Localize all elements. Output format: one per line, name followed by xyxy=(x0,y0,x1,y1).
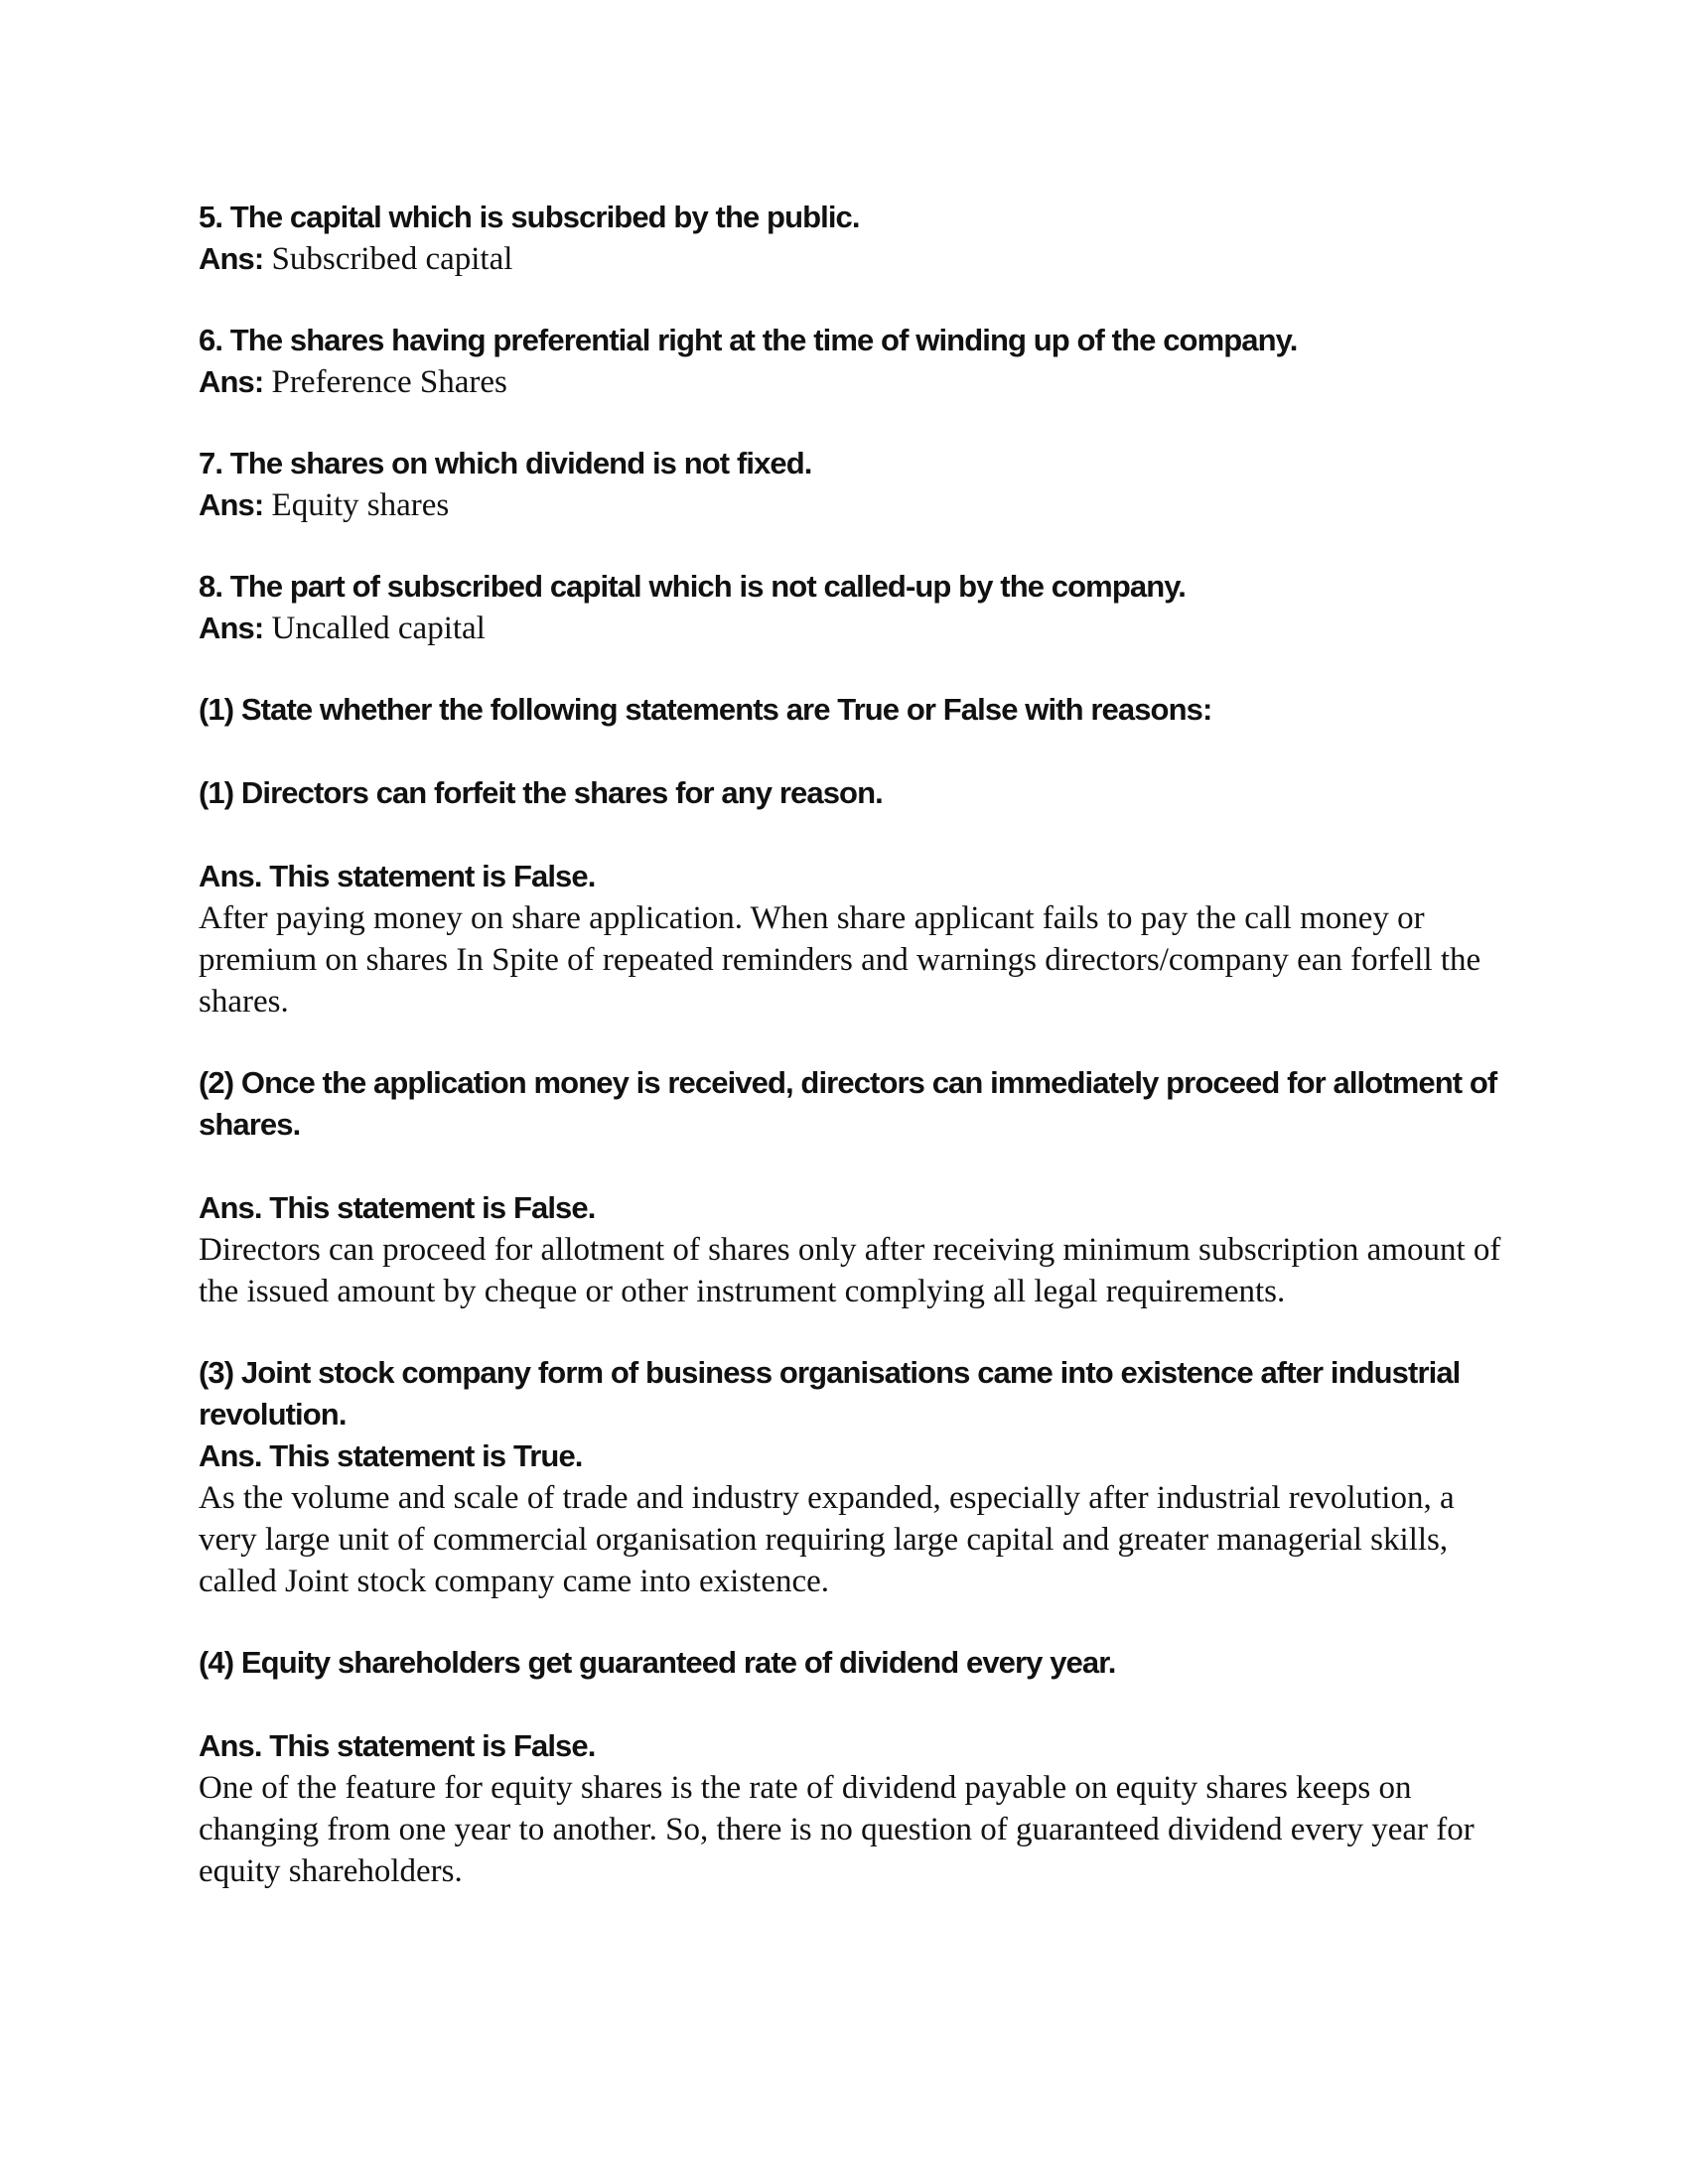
statement-2: (2) Once the application money is received, directors can immediately proceed for allotment of shares. xyxy=(199,1065,1497,1142)
section-heading: (1) State whether the following statements are True or False with reasons: xyxy=(199,692,1212,727)
answer-label: Ans: xyxy=(199,364,264,399)
answer-8 xyxy=(199,608,1509,649)
answer-text: Equity shares xyxy=(271,487,450,523)
answer-label: Ans: xyxy=(199,611,264,645)
verdict-3: Ans. This statement is True. xyxy=(199,1438,583,1473)
answer-text: Uncalled capital xyxy=(271,611,486,646)
answer-6 xyxy=(199,361,1509,403)
explanation-1: After paying money on share application. When share applicant fails to pay the call money or premium on shares In Spite of repeated reminders and warnings directors/company ean forfell the shares. xyxy=(199,900,1481,1020)
statement-1: (1) Directors can forfeit the shares for any reason. xyxy=(199,775,883,810)
explanation-4: One of the feature for equity shares is the rate of dividend payable on equity shares keeps on changing from one year to another. So, there is no question of guaranteed dividend every year for equity shareholders. xyxy=(199,1770,1475,1889)
answer-5 xyxy=(199,238,1509,280)
question-7: 7. The shares on which dividend is not fixed. xyxy=(199,446,812,480)
verdict-1: Ans. This statement is False. xyxy=(199,859,596,893)
document-page xyxy=(199,197,1509,1892)
verdict-4: Ans. This statement is False. xyxy=(199,1728,596,1763)
verdict-2: Ans. This statement is False. xyxy=(199,1190,596,1225)
question-6: 6. The shares having preferential right at the time of winding up of the company. xyxy=(199,323,1298,357)
answer-label: Ans: xyxy=(199,241,264,276)
answer-text: Preference Shares xyxy=(271,364,507,400)
question-5: 5. The capital which is subscribed by the public. xyxy=(199,200,860,234)
answer-7 xyxy=(199,484,1509,526)
statement-3: (3) Joint stock company form of business organisations came into existence after industrial revolution. xyxy=(199,1355,1461,1432)
explanation-3: As the volume and scale of trade and industry expanded, especially after industrial revolution, a very large unit of commercial organisation requiring large capital and greater managerial skills, called Joint stock company came into existence. xyxy=(199,1480,1455,1599)
answer-text: Subscribed capital xyxy=(271,241,513,277)
explanation-2: Directors can proceed for allotment of shares only after receiving minimum subscription amount of the issued amount by cheque or other instrument complying all legal requirements. xyxy=(199,1232,1501,1309)
statement-4: (4) Equity shareholders get guaranteed rate of dividend every year. xyxy=(199,1645,1116,1680)
answer-label: Ans: xyxy=(199,487,264,522)
question-8: 8. The part of subscribed capital which is not called-up by the company. xyxy=(199,569,1186,604)
